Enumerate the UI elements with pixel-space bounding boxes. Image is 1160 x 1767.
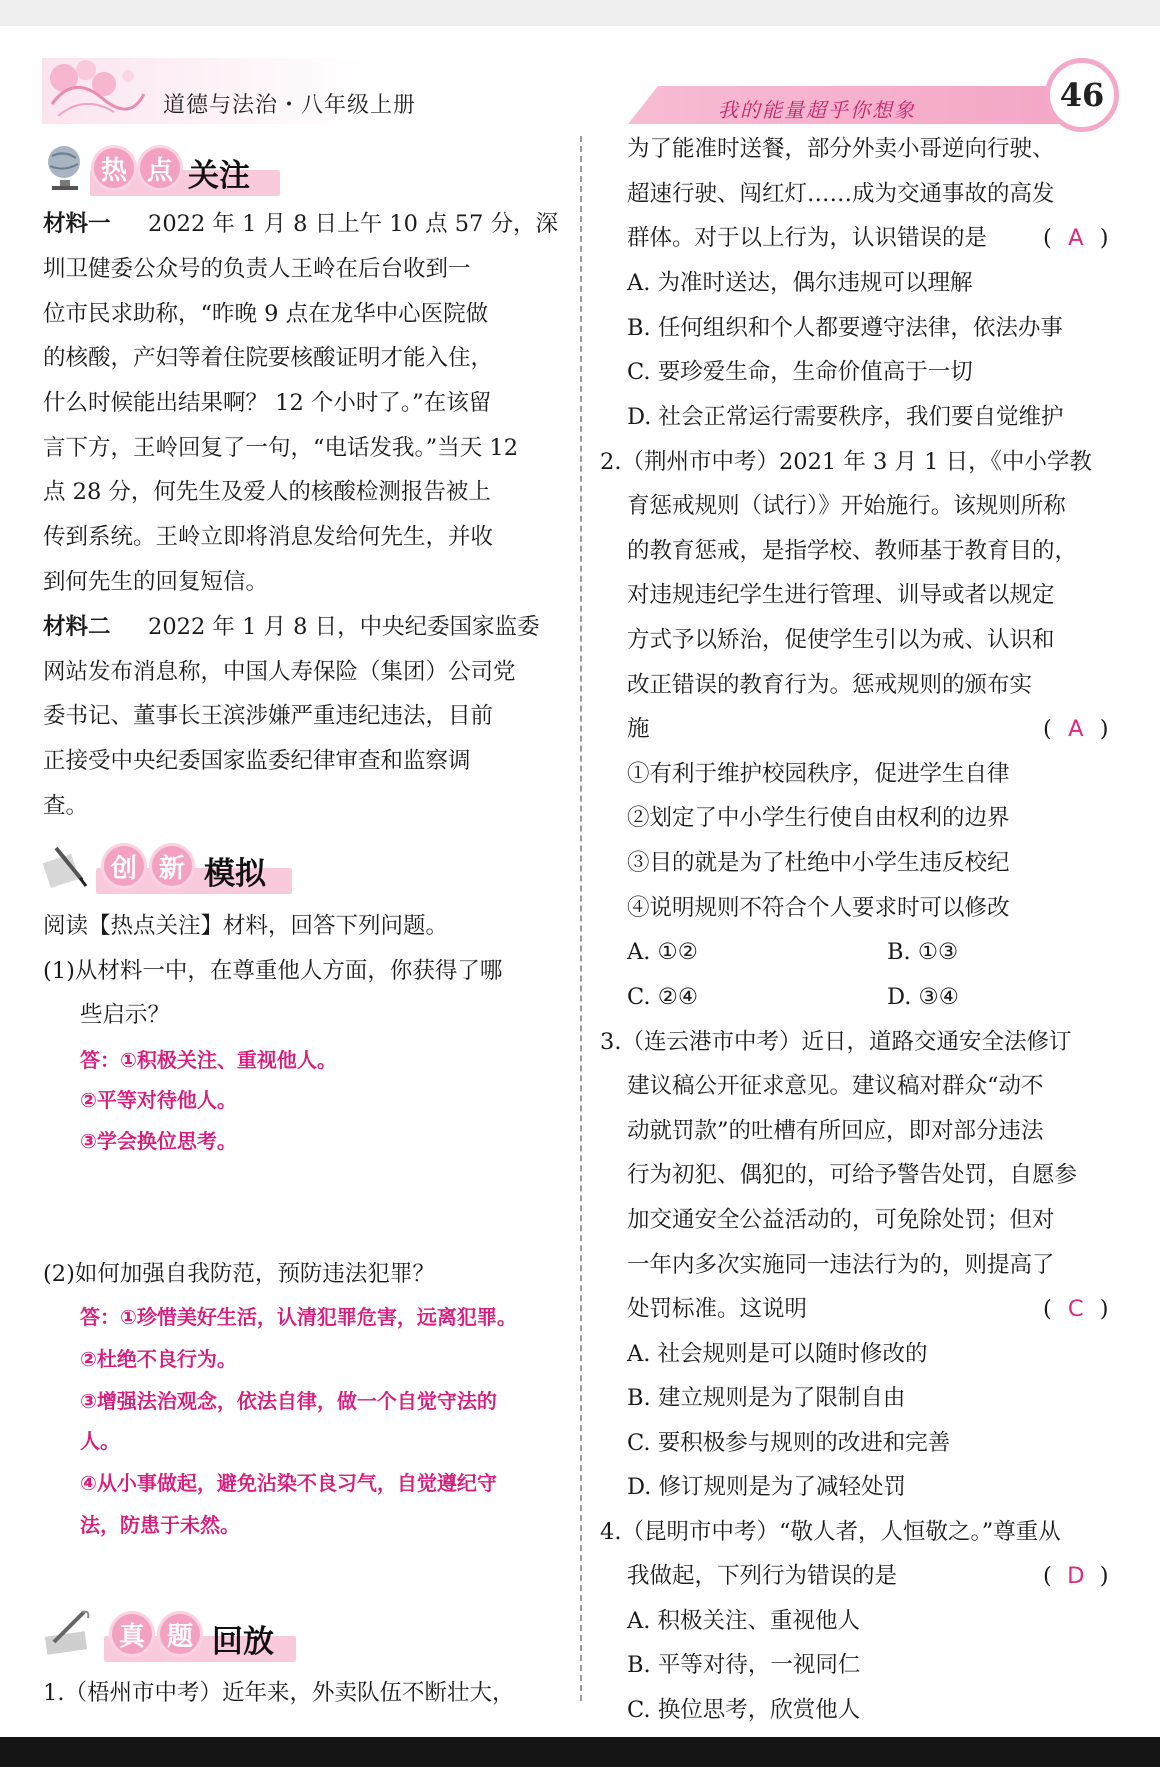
question-text: 些启示？ — [80, 1002, 171, 1028]
quill-and-paper-icon — [42, 1608, 90, 1658]
section-hot-focus — [42, 140, 282, 196]
material-label: 材料二 — [43, 614, 111, 640]
option-text: A. 为准时送达，偶尔违规可以理解 — [627, 270, 973, 296]
material-text: 点 28 分，何先生及爱人的核酸检测报告被上 — [43, 479, 491, 505]
answer-text: 答：①珍惜美好生活，认清犯罪危害，远离犯罪。 — [80, 1305, 517, 1329]
section-title-tail: 关注 — [188, 158, 250, 194]
material-text: 2022 年 1 月 8 日，中央纪委国家监委 — [148, 614, 540, 640]
section-char: 题 — [160, 1614, 200, 1654]
question-text: 我做起，下列行为错误的是 — [627, 1563, 898, 1589]
section-title-tail: 回放 — [212, 1624, 274, 1660]
statement-text: ②划定了中小学生行使自由权利的边界 — [627, 805, 1010, 831]
answer-text: ④从小事做起，避免沾染不良习气，自觉遵纪守 — [80, 1471, 497, 1495]
globe-icon — [42, 142, 90, 192]
option-text: C. 换位思考，欣赏他人 — [627, 1697, 861, 1723]
answer-choice: C — [1067, 1296, 1084, 1322]
question-text: 施 — [627, 716, 650, 742]
question-text: 为了能准时送餐，部分外卖小哥逆向行驶、 — [627, 136, 1055, 162]
question-text: 处罚标准。这说明 — [627, 1296, 808, 1322]
header-slogan: 我的能量超乎你想象 — [718, 98, 916, 122]
answer-bracket: ( A ) — [1043, 707, 1109, 751]
viewer-top-bar — [0, 0, 1160, 26]
section-title-tail: 模拟 — [204, 856, 266, 892]
section-char: 新 — [152, 846, 192, 886]
answer-text: ③学会换位思考。 — [80, 1129, 237, 1153]
material-text: 查。 — [43, 793, 89, 819]
answer-text: ②杜绝不良行为。 — [80, 1347, 237, 1371]
viewer-bottom-bar — [0, 1737, 1160, 1767]
question-text: 超速行驶、闯红灯……成为交通事故的高发 — [627, 181, 1055, 207]
answer-bracket: ( C ) — [1043, 1287, 1109, 1331]
question-text: (1)从材料一中，在尊重他人方面，你获得了哪 — [43, 958, 503, 984]
flower-ornament-icon — [44, 54, 154, 126]
material-text: 网站发布消息称，中国人寿保险（集团）公司党 — [43, 659, 516, 685]
answer-bracket: ( D ) — [1043, 1554, 1109, 1598]
question-text: 加交通安全公益活动的，可免除处罚；但对 — [627, 1207, 1055, 1233]
answer-choice: A — [1068, 716, 1084, 742]
column-divider — [580, 136, 582, 1701]
answer-choice: A — [1068, 225, 1084, 251]
option-text: A. 社会规则是可以随时修改的 — [627, 1341, 928, 1367]
option-text: A. ①② — [627, 939, 698, 965]
question-text: 3.（连云港市中考）近日，道路交通安全法修订 — [600, 1029, 1072, 1055]
answer-bracket: ( A ) — [1043, 216, 1109, 260]
option-text: D. 社会正常运行需要秩序，我们要自觉维护 — [627, 404, 1064, 430]
statement-text: ④说明规则不符合个人要求时可以修改 — [627, 895, 1010, 921]
statement-text: ③目的就是为了杜绝中小学生违反校纪 — [627, 850, 1010, 876]
option-text: B. 建立规则是为了限制自由 — [627, 1385, 906, 1411]
question-text: 改正错误的教育行为。惩戒规则的颁布实 — [627, 672, 1033, 698]
option-text: B. 平等对待，一视同仁 — [627, 1652, 861, 1678]
section-real-exam — [42, 1606, 302, 1662]
header-subject: 道德与法治・八年级上册 — [163, 93, 417, 118]
option-text: C. 要珍爱生命，生命价值高于一切 — [627, 359, 973, 385]
question-text: 1.（梧州市中考）近年来，外卖队伍不断壮大， — [43, 1680, 515, 1706]
section-char: 创 — [104, 846, 144, 886]
page-number: 46 — [1059, 76, 1105, 114]
answer-text: 人。 — [80, 1429, 120, 1453]
option-text: C. ②④ — [627, 984, 699, 1010]
section-char: 真 — [112, 1614, 152, 1654]
question-text: 一年内多次实施同一违法行为的，则提高了 — [627, 1252, 1055, 1278]
answer-text: 答：①积极关注、重视他人。 — [80, 1048, 337, 1072]
question-text: 动就罚款”的吐槽有所回应，即对部分违法 — [627, 1118, 1044, 1144]
material-text: 圳卫健委公众号的负责人王岭在后台收到一 — [43, 256, 471, 282]
option-text: D. 修订规则是为了减轻处罚 — [627, 1474, 907, 1500]
material-text: 位市民求助称，“昨晚 9 点在龙华中心医院做 — [43, 301, 489, 327]
option-text: B. 任何组织和个人都要遵守法律，依法办事 — [627, 315, 1063, 341]
option-text: C. 要积极参与规则的改进和完善 — [627, 1430, 951, 1456]
material-text: 到何先生的回复短信。 — [43, 569, 269, 595]
material-label: 材料一 — [43, 211, 111, 237]
material-text: 委书记、董事长王滨涉嫌严重违纪违法，目前 — [43, 703, 494, 729]
pen-and-book-icon — [42, 840, 90, 890]
answer-text: ③增强法治观念，依法自律，做一个自觉守法的 — [80, 1389, 497, 1413]
question-text: 行为初犯、偶犯的，可给予警告处罚，自愿参 — [627, 1162, 1078, 1188]
question-text: 4.（昆明市中考）“敬人者，人恒敬之。”尊重从 — [600, 1519, 1061, 1545]
question-text: 2.（荆州市中考）2021 年 3 月 1 日，《中小学教 — [600, 449, 1092, 475]
material-text: 正接受中央纪委国家监委纪律审查和监察调 — [43, 748, 471, 774]
section-char: 点 — [140, 148, 180, 188]
option-text: B. ①③ — [887, 939, 959, 965]
answer-choice: D — [1067, 1563, 1085, 1589]
option-text: D. ③④ — [887, 984, 959, 1010]
material-text: 2022 年 1 月 8 日上午 10 点 57 分，深 — [148, 211, 559, 237]
question-text: 对违规违纪学生进行管理、训导或者以规定 — [627, 582, 1055, 608]
material-text: 传到系统。王岭立即将消息发给何先生，并收 — [43, 524, 494, 550]
section-char: 热 — [94, 148, 134, 188]
question-text: 方式予以矫治，促使学生引以为戒、认识和 — [627, 627, 1055, 653]
page-number-badge — [1045, 58, 1119, 132]
instruction-text: 阅读【热点关注】材料，回答下列问题。 — [43, 913, 449, 939]
material-text: 的核酸，产妇等着住院要核酸证明才能入住， — [43, 345, 494, 371]
section-innovation — [42, 838, 302, 894]
question-text: 育惩戒规则（试行）》开始施行。该规则所称 — [627, 493, 1066, 519]
answer-text: 法，防患于未然。 — [80, 1513, 240, 1537]
material-text: 言下方，王岭回复了一句，“电话发我。”当天 12 — [43, 435, 519, 461]
question-text: (2)如何加强自我防范，预防违法犯罪？ — [43, 1261, 435, 1287]
material-text: 什么时候能出结果啊？ 12 个小时了。”在该留 — [43, 390, 492, 416]
question-text: 的教育惩戒，是指学校、教师基于教育目的， — [627, 538, 1078, 564]
answer-text: ②平等对待他人。 — [80, 1088, 237, 1112]
statement-text: ①有利于维护校园秩序，促进学生自律 — [627, 761, 1010, 787]
question-text: 群体。对于以上行为，认识错误的是 — [627, 225, 988, 251]
question-text: 建议稿公开征求意见。建议稿对群众“动不 — [627, 1073, 1044, 1099]
option-text: A. 积极关注、重视他人 — [627, 1608, 861, 1634]
